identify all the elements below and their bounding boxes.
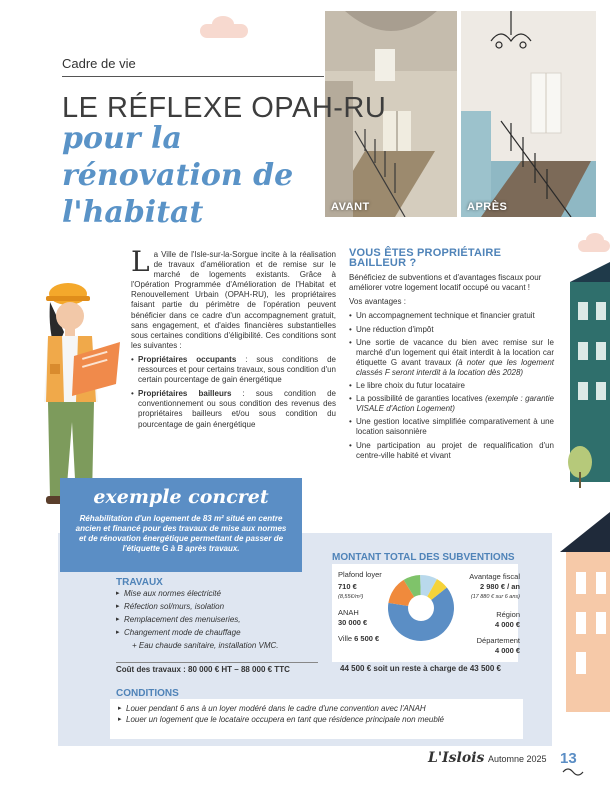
dept-label: Département (476, 636, 520, 645)
fiscal-amount: 2 980 € / an (479, 582, 520, 591)
landlord-owner-label: Propriétaires bailleurs (138, 389, 232, 399)
example-box (60, 478, 302, 572)
plafond-value (338, 582, 357, 591)
drop-cap: L (131, 245, 150, 278)
photo-after (461, 11, 596, 217)
advantage-item (349, 338, 554, 378)
advantage-note: (à noter que les logement classés F seront interdit à la location dès 2028) (356, 357, 554, 377)
advantage-item: • Un accompagnement technique et financier gratuit (349, 311, 554, 321)
ville-entry (338, 634, 379, 643)
before-caption: AVANT (331, 201, 370, 213)
anah-value (338, 618, 367, 627)
work-item: ▸ Changement mode de chauffage (116, 628, 279, 637)
conditions-box (110, 699, 523, 739)
advantage-item (349, 394, 554, 414)
subsidies-heading: MONTANT TOTAL DES SUBVENTIONS (332, 552, 515, 563)
conditions-heading: CONDITIONS (116, 688, 179, 699)
landlord-column (349, 248, 554, 464)
work-item: ▸ Mise aux normes électricité (116, 589, 279, 598)
dept-value (462, 646, 520, 655)
plafond-amount: 710 € (338, 582, 357, 591)
landlord-intro: Bénéficiez de subventions et d'avantages fiscaux pour améliorer votre logement locatif occupé ou vacant ! (349, 273, 542, 293)
advantage-text: La possibilité de garanties locatives (356, 394, 483, 404)
cost-divider (116, 662, 318, 663)
works-cost: Coût des travaux : 80 000 € HT – 88 000 € TTC (116, 665, 290, 674)
example-text: Réhabilitation d'un logement de 83 m² situé en centre ancien et financé pour des travaux de mise aux normes et de rénovation énergétique permettant de passer de l'étiquette G à B après travaux. (75, 514, 287, 553)
example-title: exemple concret (93, 486, 269, 508)
region-label: Région (496, 610, 520, 619)
plafond-note (338, 591, 363, 602)
condition-item: ▸ Louer un logement que le locataire occupera en tant que résidence principale non meublé (118, 714, 515, 725)
page-number: 13 (560, 750, 577, 767)
work-item: ▸ Remplacement des menuiseries, (116, 615, 279, 624)
donut-hole (408, 595, 434, 621)
houses-illustration (560, 262, 610, 712)
advantage-item: • Une gestion locative simplifiée comparativement à une location saisonnière (349, 417, 554, 437)
anah-amount: 30 000 € (338, 618, 368, 627)
staircase-after-image (461, 11, 596, 217)
headline-line1: LE RÉFLEXE OPAH-RU (62, 92, 387, 124)
advantage-note: (exemple : garantie VISALE d'Action Logement) (356, 394, 555, 414)
condition-item: ▸ Louer pendant 6 ans à un loyer modéré dans le cadre d'une convention avec l'ANAH (118, 703, 515, 714)
advantage-item: • Une réduction d'impôt (349, 325, 554, 335)
ville-amount: 6 500 € (354, 634, 380, 643)
cloud-decoration (212, 16, 234, 32)
owner-occupant-text: : sous conditions de ressources et pour certains travaux, sous condition d'un certain pourcentage de gain énergétique (138, 354, 336, 385)
landlord-owner-item (131, 389, 336, 429)
work-item: ▸ Réfection sol/murs, isolation (116, 602, 279, 611)
fiscal-value (452, 582, 520, 591)
fiscal-note (448, 591, 520, 602)
advantages-list (349, 311, 554, 460)
advantage-item: • Le libre choix du futur locataire (349, 381, 554, 391)
ville-label: Ville (338, 634, 353, 643)
magazine-logo: L'Islois (428, 750, 485, 766)
advantage-text: Une sortie de vacance du bien avec remise sur le marché d'un logement qui était interdit à la location car étiquette G avant travaux (356, 337, 554, 367)
advantage-item: • Une participation au projet de requalification d'un centre-ville habité et vivant (349, 441, 554, 461)
landlord-owner-text: : sous condition de conventionnement ou sous condition des revenus des propriétaires bailleurs et/ou sous condition du pourcentage de gain énergétique (138, 389, 337, 429)
works-heading: TRAVAUX (116, 577, 163, 588)
landlord-heading: VOUS ÊTES PROPRIÉTAIRE BAILLEUR ? (349, 247, 502, 270)
plafond-note-text: (8,55€/m²) (338, 594, 364, 600)
work-sub-item: + Eau chaude sanitaire, installation VMC. (132, 641, 279, 650)
works-list (116, 589, 279, 650)
after-caption: APRÈS (467, 201, 508, 213)
intro-paragraph: a Ville de l'Isle-sur-la-Sorgue incite à la réalisation de travaux d'amélioration et de remise sur le marché de logements existants. Grâce à l'Opération Programmée d'Amélioration de l'Habitat et Renouvellement Urbain (OPAH-RU), les propriétaires faisant partie du périmètre de l'opération peuvent bénéficier dans ce cadre d'un accompagnement gratuit, sans engagement, et d'aides financières substantielles sous certaines conditions d'éligibilité. Ces conditions sont les suivantes : (131, 250, 336, 350)
plafond-label: Plafond loyer (338, 570, 382, 579)
region-amount: 4 000 € (494, 620, 520, 629)
advantages-label: Vos avantages : (349, 297, 406, 307)
headline-line2: pour la rénovation de l'habitat (62, 121, 294, 230)
fiscal-note-text: (17 880 € sur 6 ans) (470, 594, 520, 600)
cloud-decoration (586, 233, 604, 247)
rubric-divider (62, 76, 324, 77)
subsidies-donut-chart (386, 573, 456, 643)
issue-season: Automne 2025 (488, 754, 547, 764)
owner-occupant-item (131, 355, 336, 385)
anah-label: ANAH (338, 608, 359, 617)
intro-column (131, 245, 337, 434)
subsidies-total: 44 500 € soit un reste à charge de 43 500 € (340, 664, 501, 673)
wave-icon (562, 768, 584, 776)
dept-amount: 4 000 € (494, 646, 520, 655)
region-value (462, 620, 520, 629)
section-rubric: Cadre de vie (62, 56, 136, 71)
owner-occupant-label: Propriétaires occupants (138, 354, 237, 364)
fiscal-label: Avantage fiscal (469, 572, 520, 581)
worker-illustration (28, 272, 123, 512)
